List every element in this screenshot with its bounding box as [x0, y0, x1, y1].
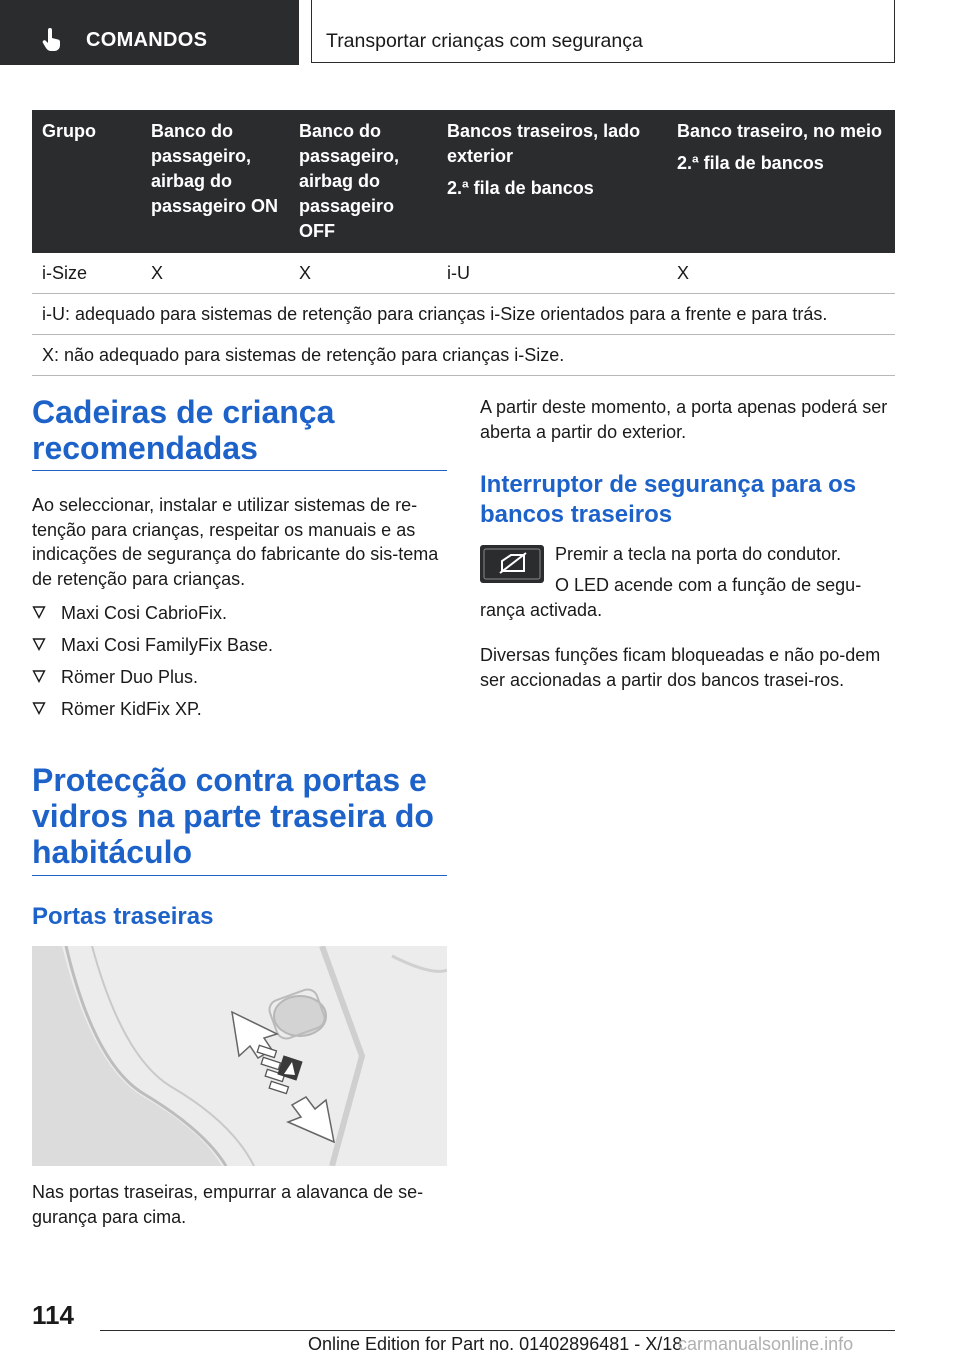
page-number: 114: [32, 1300, 74, 1330]
list-item: Römer Duo Plus.: [32, 665, 447, 689]
list-item: Maxi Cosi CabrioFix.: [32, 601, 447, 625]
bullet-triangle-icon: [32, 701, 46, 715]
header-title-box: [311, 0, 895, 63]
footer-edition: Online Edition for Part no. 01402896481 - X/18: [308, 1334, 683, 1354]
watermark-logo: carmanualsonline.info: [678, 1334, 854, 1354]
heading-rear-seat-safety-switch: Interruptor de segurança para os bancos traseiros: [480, 471, 857, 528]
exterior-only-paragraph: A partir deste momento, a porta apenas poderá ser aberta a partir do exterior.: [480, 397, 888, 442]
hand-pointer-icon: [42, 28, 62, 52]
blocked-functions-paragraph: Diversas funções ficam bloqueadas e não po-dem ser accionadas a partir dos bancos trasei-ros.: [480, 645, 881, 690]
table-note: i-U: adequado para sistemas de retenção para crianças i-Size orientados para a frente e para trás.: [32, 294, 895, 335]
table-row: [32, 253, 895, 294]
heading-block-protection: [32, 762, 447, 876]
rear-doors-caption: Nas portas traseiras, empurrar a alavanca de se-gurança para cima.: [32, 1182, 424, 1227]
section-label: COMANDOS: [86, 29, 208, 51]
bullet-triangle-icon: [32, 637, 46, 651]
table-header-cell: Grupo: [32, 110, 141, 253]
step-press-button: Premir a tecla na porta do condutor.: [555, 544, 842, 564]
heading-rule: [32, 470, 447, 471]
chapter-title: Transportar crianças com segurança: [326, 30, 643, 52]
table-cell: X: [289, 253, 437, 294]
rear-door-lock-illustration: [32, 946, 447, 1166]
intro-paragraph: Ao seleccionar, instalar e utilizar sistemas de re-tenção para crianças, respeitar os manuais e as indicações de segurança do fabricante do sis-tema de retenção para crianças.: [32, 495, 439, 589]
header-section-tab: [0, 0, 299, 65]
heading-rear-doors: Portas traseiras: [32, 903, 214, 930]
heading-recommended-seats: Cadeiras de criança recomendadas: [32, 394, 335, 466]
list-item: Römer KidFix XP.: [32, 697, 447, 721]
table-note-row: [32, 335, 895, 376]
table-header-cell: Banco do passageiro, airbag do passageiro ON: [141, 110, 289, 253]
footer-rule: [100, 1330, 895, 1331]
isize-group-table: [32, 110, 895, 376]
bullet-triangle-icon: [32, 605, 46, 619]
step-led-on: O LED acende com a função de segu-rança activada.: [480, 575, 862, 620]
heading-door-window-protection: Protecção contra portas e vidros na parte traseira do habitáculo: [32, 762, 434, 870]
table-header-row: [32, 110, 895, 253]
table-cell: X: [667, 253, 895, 294]
table-note-row: [32, 294, 895, 335]
table-cell: X: [141, 253, 289, 294]
list-item: Maxi Cosi FamilyFix Base.: [32, 633, 447, 657]
table-cell: i-Size: [32, 253, 141, 294]
table-header-cell: Bancos traseiros, lado exterior 2.ª fila de bancos: [437, 110, 667, 253]
table-note: X: não adequado para sistemas de retenção para crianças i-Size.: [32, 335, 895, 376]
heading-rule: [32, 875, 447, 876]
table-header-cell: Banco do passageiro, airbag do passageiro OFF: [289, 110, 437, 253]
table-cell: i-U: [437, 253, 667, 294]
table-header-cell: Banco traseiro, no meio 2.ª fila de bancos: [667, 110, 895, 253]
bullet-triangle-icon: [32, 669, 46, 683]
heading-block-recommended: [32, 394, 447, 471]
